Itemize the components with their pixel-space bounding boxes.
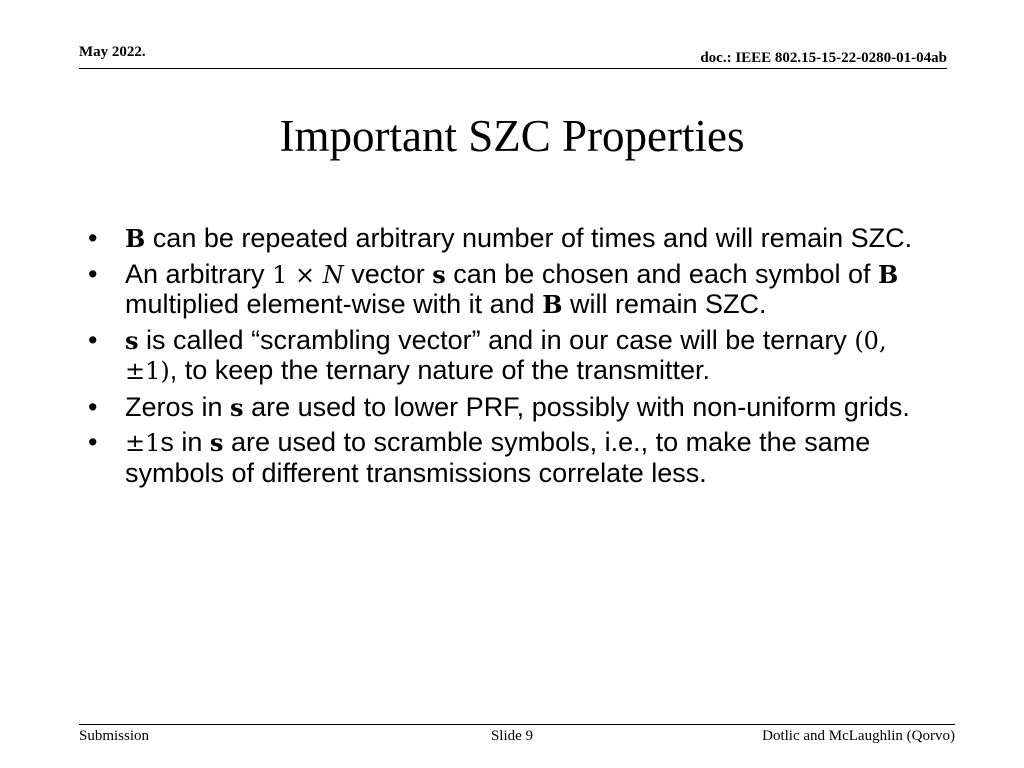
math-symbol-s: s bbox=[125, 325, 139, 355]
footer-divider bbox=[79, 724, 955, 725]
math-symbol-s: s bbox=[209, 428, 224, 457]
bullet-text: vector bbox=[343, 258, 433, 289]
bullet-text: are used to lower PRF, possibly with non-uniform grids. bbox=[243, 391, 910, 422]
bullet-item bbox=[88, 224, 918, 254]
math-expression: ±1 bbox=[125, 429, 161, 457]
math-symbol-B: B bbox=[542, 290, 563, 319]
bullet-text: , to keep the ternary nature of the transmitter. bbox=[169, 355, 711, 385]
bullet-text: s in bbox=[160, 427, 210, 457]
slide-title: Important SZC Properties bbox=[279, 111, 745, 161]
header-date: May 2022. bbox=[79, 44, 146, 60]
math-symbol-s: s bbox=[230, 392, 244, 422]
footer-authors: Dotlic and McLaughlin (Qorvo) bbox=[762, 728, 955, 744]
math-symbol-B: B bbox=[125, 224, 146, 253]
bullet-text: can be chosen and each symbol of bbox=[445, 258, 879, 289]
bullet-item bbox=[88, 393, 918, 423]
math-symbol-s: s bbox=[432, 259, 446, 289]
math-symbol-N: N bbox=[322, 260, 344, 289]
bullet-text: can be repeated arbitrary number of times and will remain SZC. bbox=[145, 223, 913, 253]
bullet-item bbox=[88, 326, 918, 387]
bullet-item bbox=[88, 260, 918, 320]
header-doc-id: doc.: IEEE 802.15-15-22-0280-01-04ab bbox=[700, 50, 947, 66]
bullet-item bbox=[88, 428, 918, 488]
math-expression: 1 × bbox=[272, 260, 323, 289]
bullet-text: will remain SZC. bbox=[562, 289, 767, 319]
bullet-text: Zeros in bbox=[125, 391, 231, 422]
bullet-text: An arbitrary bbox=[125, 258, 273, 289]
footer-submission: Submission bbox=[79, 728, 150, 744]
bullet-text: is called “scrambling vector” and in our case will be ternary bbox=[138, 324, 855, 355]
footer-slide-number: Slide 9 bbox=[490, 728, 534, 744]
bullet-text: are used to scramble symbols, i.e., to make the same symbols of different transmissions correlate less. bbox=[125, 427, 871, 488]
math-expression: (0, ±1) bbox=[125, 326, 887, 385]
bullet-text: multiplied element-wise with it and bbox=[125, 289, 543, 319]
header-divider bbox=[79, 68, 947, 69]
bullet-list bbox=[88, 224, 918, 494]
math-symbol-B: B bbox=[878, 259, 899, 289]
